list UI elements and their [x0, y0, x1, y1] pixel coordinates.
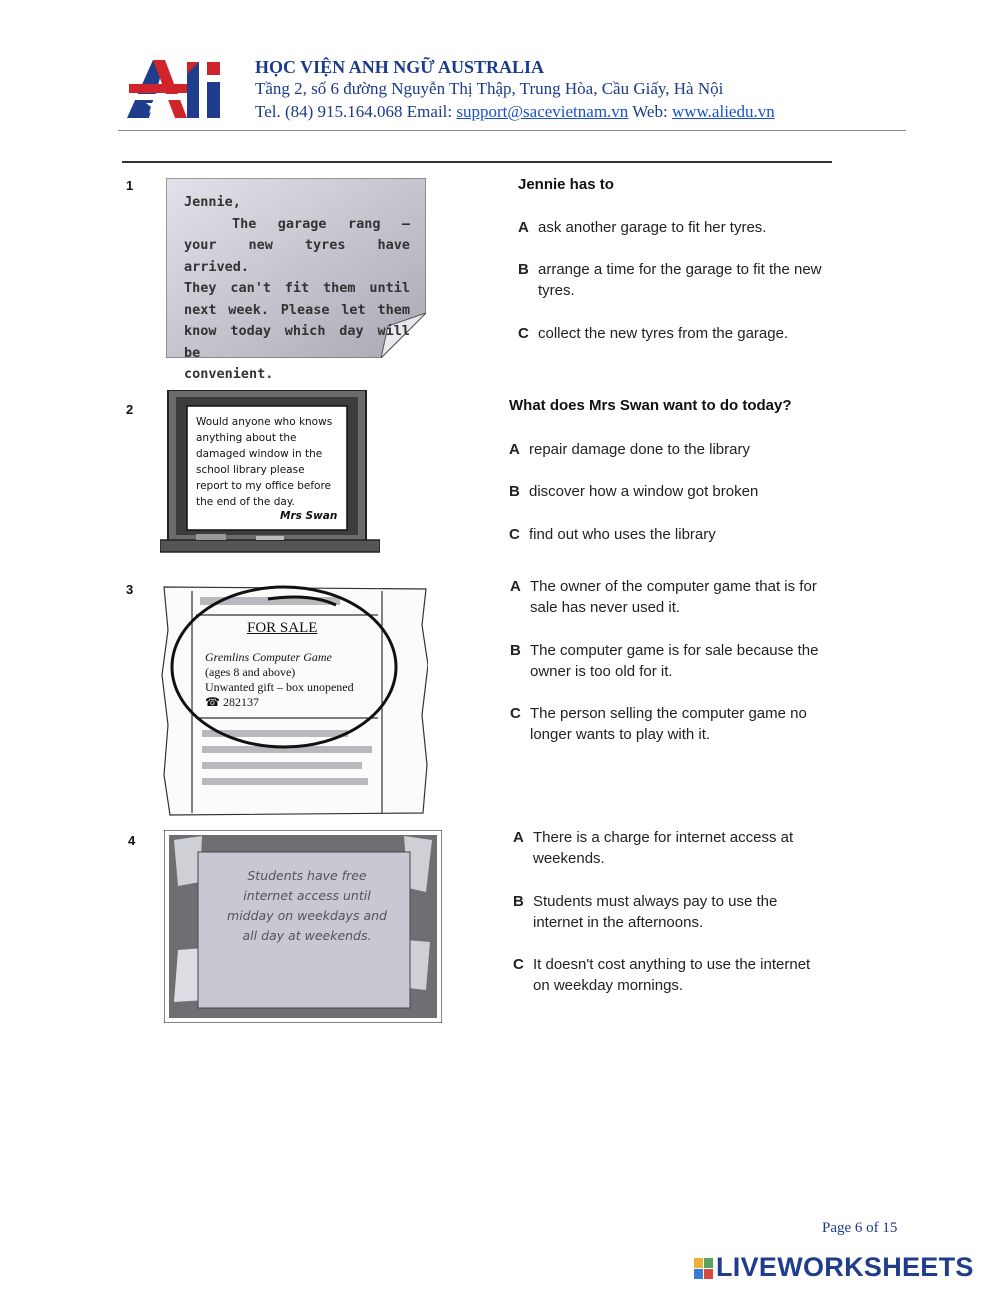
ad-line: (ages 8 and above)	[205, 665, 296, 679]
option-c[interactable]	[509, 524, 829, 545]
option-text: repair damage done to the library	[529, 441, 750, 458]
poster-line: internet access until	[243, 888, 371, 903]
poster-text	[210, 866, 404, 946]
option-b[interactable]	[510, 640, 830, 682]
poster-line: Students have free	[247, 868, 367, 883]
option-letter: B	[510, 642, 521, 659]
option-a[interactable]	[509, 439, 829, 460]
section-divider	[122, 161, 832, 163]
option-text: ask another garage to fit her tyres.	[538, 219, 767, 236]
board-line: report to my office before	[196, 480, 332, 492]
option-text: discover how a window got broken	[529, 483, 759, 500]
option-text: It doesn't cost anything to use the internet on weekday mornings.	[533, 956, 811, 994]
option-letter: A	[509, 441, 520, 458]
option-text: There is a charge for internet access at weekends.	[533, 829, 794, 867]
option-letter: C	[518, 325, 529, 342]
option-text: The computer game is for sale because the owner is too old for it.	[530, 642, 819, 680]
option-letter: C	[513, 956, 524, 973]
option-text: arrange a time for the garage to fit the new tyres.	[538, 261, 822, 299]
option-c[interactable]	[518, 323, 838, 344]
ad-line: Unwanted gift – box unopened	[205, 680, 354, 694]
question-prompt: What does Mrs Swan want to do today?	[509, 397, 792, 414]
question-prompt: Jennie has to	[518, 176, 614, 193]
option-a[interactable]	[518, 217, 838, 238]
option-text: collect the new tyres from the garage.	[538, 325, 789, 342]
ad-line: Gremlins Computer Game	[205, 650, 332, 664]
option-text: The owner of the computer game that is for sale has never used it.	[530, 578, 817, 616]
board-notice-text	[196, 414, 346, 510]
option-letter: A	[518, 219, 529, 236]
note-line: convenient.	[184, 366, 274, 382]
option-a[interactable]	[513, 827, 833, 869]
board-line: anything about the	[196, 432, 297, 444]
board-line: Would anyone who knows	[196, 416, 333, 428]
note-line: next week. Please let them	[184, 301, 410, 318]
option-letter: A	[513, 829, 524, 846]
question-number: 2	[126, 402, 134, 417]
question-number: 3	[126, 582, 134, 597]
option-letter: C	[510, 705, 521, 722]
note-line: They can't fit them until	[184, 280, 410, 296]
contact-line	[255, 102, 775, 122]
option-a[interactable]	[510, 576, 830, 618]
option-letter: C	[509, 526, 520, 543]
liveworksheets-logo-icon	[694, 1258, 714, 1280]
ali-logo	[125, 52, 230, 122]
board-line: school library please	[196, 464, 305, 476]
header-divider	[118, 130, 906, 131]
question-number: 1	[126, 178, 134, 193]
option-b[interactable]	[518, 259, 838, 301]
question-number: 4	[128, 833, 136, 848]
option-b[interactable]	[513, 891, 833, 933]
option-text: Students must always pay to use the internet in the afternoons.	[533, 893, 778, 931]
ad-text	[205, 650, 380, 710]
ad-line: ☎ 282137	[205, 695, 259, 709]
note-greeting: Jennie,	[184, 194, 241, 210]
option-text: The person selling the computer game no longer wants to play with it.	[530, 705, 807, 743]
option-letter: B	[518, 261, 529, 278]
option-c[interactable]	[513, 954, 833, 996]
institute-address: Tầng 2, số 6 đường Nguyễn Thị Thập, Trung Hòa, Cầu Giấy, Hà Nội	[255, 79, 724, 98]
note-line: your new tyres have arrived.	[184, 237, 410, 275]
option-letter: A	[510, 578, 521, 595]
board-line: the end of the day.	[196, 496, 295, 508]
poster-line: all day at weekends.	[242, 928, 372, 943]
note-text	[184, 192, 410, 386]
option-letter: B	[513, 893, 524, 910]
page-number: Page 6 of 15	[822, 1220, 898, 1236]
website-link[interactable]: www.aliedu.vn	[671, 102, 775, 121]
option-text: find out who uses the library	[529, 526, 716, 543]
ad-heading: FOR SALE	[247, 620, 318, 636]
board-line: damaged window in the	[196, 448, 323, 460]
liveworksheets-brand[interactable]: LIVEWORKSHEETS	[716, 1252, 974, 1282]
note-line: The garage rang –	[232, 215, 410, 232]
option-b[interactable]	[509, 481, 829, 502]
note-line: know today which day will be	[184, 323, 410, 361]
institute-name: HỌC VIỆN ANH NGỮ AUSTRALIA	[255, 57, 545, 77]
tel-label: Tel. (84) 915.164.068 Email:	[255, 102, 453, 121]
poster-line: midday on weekdays and	[227, 908, 387, 923]
board-signature: Mrs Swan	[280, 510, 338, 522]
option-letter: B	[509, 483, 520, 500]
option-c[interactable]	[510, 703, 830, 745]
email-link[interactable]: support@sacevietnam.vn	[456, 102, 629, 121]
web-label: Web:	[632, 102, 668, 121]
